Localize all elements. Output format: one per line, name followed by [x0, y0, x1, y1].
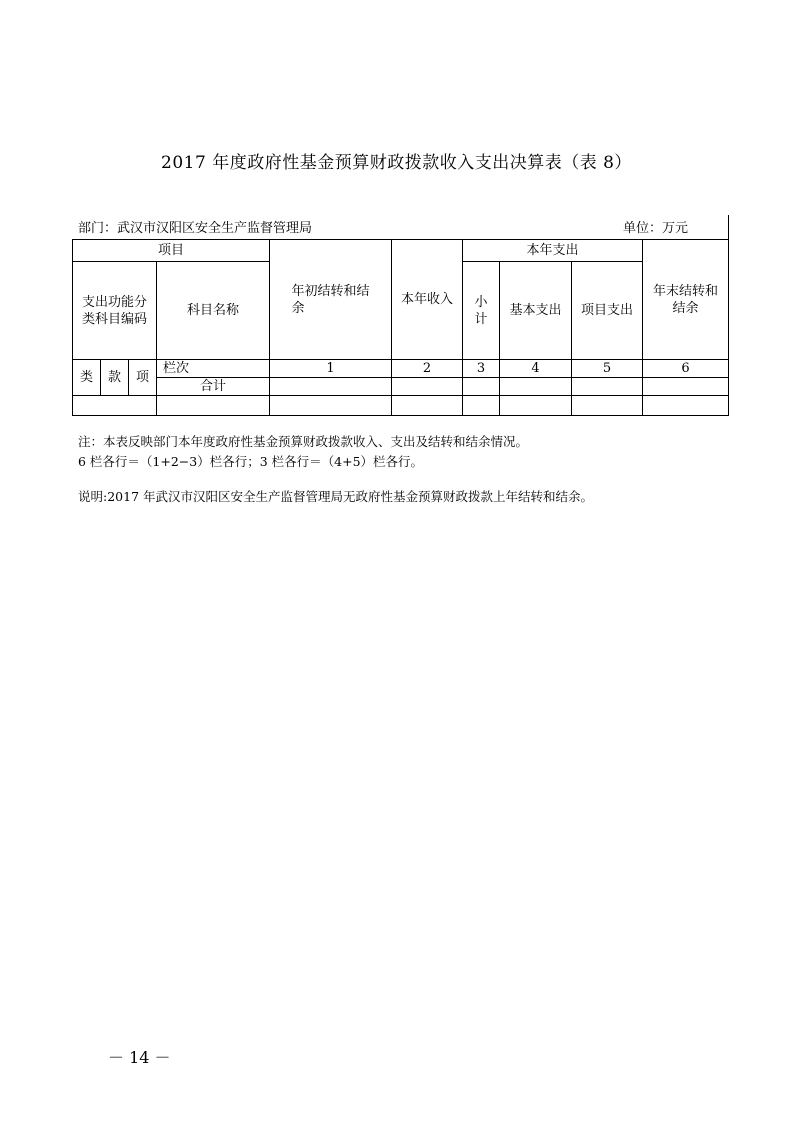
- empty-cell: [270, 396, 392, 416]
- income-header: 本年收入: [392, 240, 463, 360]
- unit-label: 单位：万元: [622, 221, 688, 236]
- empty-cell: [572, 396, 643, 416]
- table-top-edge: [728, 215, 729, 240]
- department-label: 部门：武汉市汉阳区安全生产监督管理局: [78, 221, 313, 236]
- opening-balance-header: 年初结转和结余: [270, 240, 392, 360]
- empty-cell: [643, 396, 729, 416]
- subtotal-header: 小计: [463, 262, 500, 360]
- empty-cell: [463, 396, 500, 416]
- table-notes: [78, 432, 528, 472]
- explanation-text: 说明:2017 年武汉市汉阳区安全生产监督管理局无政府性基金预算财政拨款上年结转和结余。: [78, 489, 593, 504]
- total-cell: [392, 378, 463, 396]
- budget-table: [72, 239, 729, 416]
- total-cell: [500, 378, 572, 396]
- xiang-header: 项: [129, 360, 157, 396]
- subject-name-header: 科目名称: [157, 262, 270, 360]
- empty-cell: [392, 396, 463, 416]
- total-label: 合计: [157, 378, 270, 396]
- func-class-code-header: 支出功能分类科目编码: [73, 262, 157, 360]
- project-expense-header: 项目支出: [572, 262, 643, 360]
- col-number-4: 4: [500, 360, 572, 378]
- expense-header: 本年支出: [463, 240, 643, 262]
- col-number-2: 2: [392, 360, 463, 378]
- page-number: － 14 －: [108, 1048, 171, 1067]
- lei-header: 类: [73, 360, 101, 396]
- empty-cell: [500, 396, 572, 416]
- project-header: 项目: [73, 240, 270, 262]
- empty-cell: [157, 396, 270, 416]
- total-cell: [572, 378, 643, 396]
- basic-expense-header: 基本支出: [500, 262, 572, 360]
- col-number-6: 6: [643, 360, 729, 378]
- total-cell: [270, 378, 392, 396]
- empty-cell: [73, 396, 157, 416]
- col-number-5: 5: [572, 360, 643, 378]
- note-line-1: 注：本表反映部门本年度政府性基金预算财政拨款收入、支出及结转和结余情况。: [78, 434, 529, 449]
- kuan-header: 款: [101, 360, 129, 396]
- total-cell: [643, 378, 729, 396]
- closing-balance-header: 年末结转和结余: [643, 240, 729, 360]
- lanci-label: 栏次: [157, 360, 270, 378]
- col-number-3: 3: [463, 360, 500, 378]
- document-title: 2017 年度政府性基金预算财政拨款收入支出决算表（表 8）: [161, 153, 632, 173]
- total-cell: [463, 378, 500, 396]
- col-number-1: 1: [270, 360, 392, 378]
- note-line-2: 6 栏各行＝（1+2−3）栏各行；3 栏各行＝（4+5）栏各行。: [78, 454, 424, 469]
- department-row: [78, 219, 728, 239]
